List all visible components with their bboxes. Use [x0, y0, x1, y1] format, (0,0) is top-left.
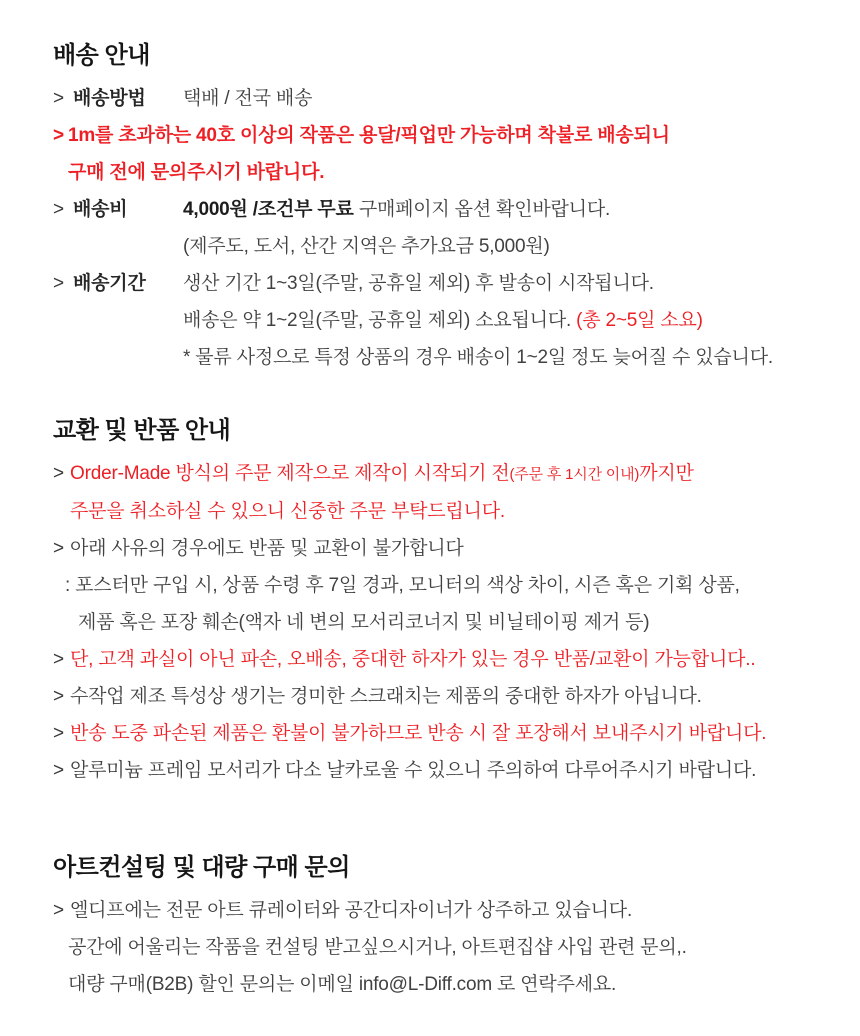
oversize-notice-text: 1m를 초과하는 40호 이상의 작품은 용달/픽업만 가능하며 착불로 배송되니	[68, 125, 670, 146]
consulting-line2: 공간에 어울리는 작품을 컨설팅 받고싶으시거나, 아트편집샵 사입 관련 문의,.	[68, 937, 687, 958]
frame-caution-line	[53, 752, 830, 789]
shipping-method-label: 배송방법	[73, 88, 146, 109]
no-return-detail-line1: : 포스터만 구입 시, 상품 수령 후 7일 경과, 모니터의 색상 차이, 시즌 혹은 기획 상품,	[65, 575, 740, 596]
bullet-marker: >	[53, 723, 64, 744]
handmade-notice-line	[53, 678, 830, 715]
shipping-period-line3: * 물류 사정으로 특정 상품의 경우 배송이 1~2일 정도 늦어질 수 있습니다.	[183, 347, 773, 368]
order-made-text-after: 까지만	[639, 463, 694, 484]
shipping-method-value: 택배 / 전국 배송	[183, 88, 313, 109]
bullet-marker: >	[53, 900, 64, 921]
shipping-period-label: 배송기간	[73, 273, 146, 294]
return-shipping-notice-text: 반송 도중 파손된 제품은 환불이 불가하므로 반송 시 잘 포장해서 보내주시기 바랍니다.	[70, 723, 767, 744]
bullet-marker: >	[53, 463, 64, 484]
oversize-notice-line1	[53, 117, 830, 154]
shipping-period-row	[53, 265, 830, 302]
shipping-period-line2	[53, 302, 830, 339]
consulting-line3-before: 대량 구매(B2B) 할인 문의는 이메일	[68, 974, 359, 995]
consulting-line3	[53, 966, 830, 1003]
consulting-section-title: 아트컨설팅 및 대량 구매 문의	[53, 854, 350, 881]
consulting-line1-text: 엘디프에는 전문 아트 큐레이터와 공간디자이너가 상주하고 있습니다.	[70, 900, 633, 921]
bullet-marker: >	[53, 88, 64, 109]
shipping-section-title: 배송 안내	[53, 42, 150, 69]
oversize-notice-line2: 구매 전에 문의주시기 바랍니다.	[68, 162, 325, 183]
shipping-fee-note: 구매페이지 옵션 확인바랍니다.	[358, 199, 611, 220]
consulting-line1	[53, 892, 830, 929]
bullet-marker: >	[53, 125, 64, 146]
return-exception-line	[53, 641, 830, 678]
shipping-fee-label: 배송비	[73, 199, 128, 220]
shipping-fee-extra: (제주도, 도서, 산간 지역은 추가요금 5,000원)	[183, 236, 550, 257]
bullet-marker: >	[53, 649, 64, 670]
shipping-period-line2-text: 배송은 약 1~2일(주말, 공휴일 제외) 소요됩니다.	[183, 310, 572, 331]
bullet-marker: >	[53, 273, 64, 294]
handmade-notice-text: 수작업 제조 특성상 생기는 경미한 스크래치는 제품의 중대한 하자가 아닙니다.	[70, 686, 702, 707]
bullet-marker: >	[53, 538, 64, 559]
no-return-detail-line2: 제품 혹은 포장 훼손(액자 네 변의 모서리코너지 및 비닐테이핑 제거 등)	[78, 612, 650, 633]
order-made-notice-line2: 주문을 취소하실 수 있으니 신중한 주문 부탁드립니다.	[70, 501, 505, 522]
shipping-period-total-highlight: (총 2~5일 소요)	[576, 310, 703, 331]
shipping-fee-row	[53, 191, 830, 228]
contact-email: info@L-Diff.com	[358, 974, 492, 995]
shipping-fee-amount: 4,000원 /조건부 무료	[183, 199, 354, 220]
shipping-method-row	[53, 80, 830, 117]
shipping-period-line1: 생산 기간 1~3일(주말, 공휴일 제외) 후 발송이 시작됩니다.	[183, 273, 654, 294]
bullet-marker: >	[53, 760, 64, 781]
frame-caution-text: 알루미늄 프레임 모서리가 다소 날카로울 수 있으니 주의하여 다루어주시기 바랍니다.	[70, 760, 757, 781]
consulting-line3-after: 로 연락주세요.	[491, 974, 617, 995]
order-made-text-small: (주문 후 1시간 이내)	[509, 466, 640, 483]
order-made-notice-text	[70, 463, 694, 484]
shipping-fee-value	[183, 191, 830, 228]
returns-section-title: 교환 및 반품 안내	[53, 417, 231, 444]
order-made-text-before: Order-Made 방식의 주문 제작으로 제작이 시작되기 전	[70, 463, 510, 484]
no-return-reasons-line	[53, 530, 830, 567]
order-made-notice-line1	[53, 455, 830, 493]
bullet-marker: >	[53, 686, 64, 707]
return-shipping-notice-line	[53, 715, 830, 752]
return-exception-text: 단, 고객 과실이 아닌 파손, 오배송, 중대한 하자가 있는 경우 반품/교환이 가능합니다..	[70, 649, 756, 670]
bullet-marker: >	[53, 199, 64, 220]
no-return-reasons-text: 아래 사유의 경우에도 반품 및 교환이 불가합니다	[70, 538, 464, 559]
